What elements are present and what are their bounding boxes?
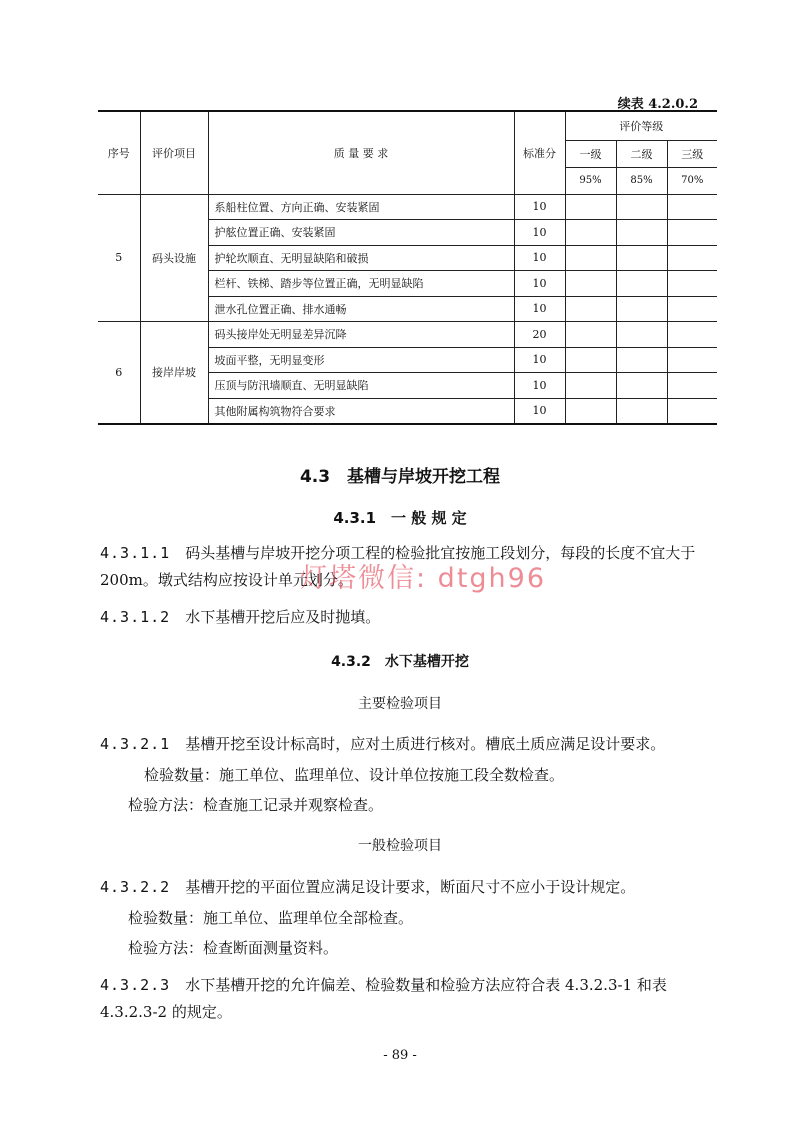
group-item: 接岸岸坡 bbox=[140, 322, 208, 424]
header-grade-1: 一级 bbox=[565, 140, 616, 167]
requirement-cell: 其他附属构筑物符合要求 bbox=[208, 398, 514, 424]
header-grade-3: 三级 bbox=[667, 140, 717, 167]
table-row bbox=[98, 194, 717, 220]
subsection-title-4-3-1: 4.3.1 一 般 规 定 bbox=[333, 509, 467, 527]
requirement-cell: 码头接岸处无明显差异沉降 bbox=[208, 322, 514, 348]
score-cell: 10 bbox=[514, 347, 565, 373]
header-no: 序号 bbox=[98, 111, 140, 194]
inspection-method: 检验方法：检查施工记录并观察检查。 bbox=[128, 796, 384, 814]
paragraph-4-3-2-2 bbox=[100, 874, 720, 962]
requirement-cell: 护轮坎顺直、无明显缺陷和破损 bbox=[208, 245, 514, 271]
header-grade-2: 二级 bbox=[616, 140, 667, 167]
requirement-cell: 泄水孔位置正确、排水通畅 bbox=[208, 296, 514, 322]
requirement-cell: 坡面平整，无明显变形 bbox=[208, 347, 514, 373]
section-title: 4.3 基槽与岸坡开挖工程 bbox=[299, 467, 501, 487]
paragraph-4-3-1-2 bbox=[100, 604, 720, 631]
score-cell: 10 bbox=[514, 271, 565, 297]
score-cell: 10 bbox=[514, 398, 565, 424]
score-cell: 10 bbox=[514, 194, 565, 220]
paragraph-4-3-2-3 bbox=[100, 972, 720, 1026]
table-row bbox=[98, 322, 717, 348]
clause-text: 水下基槽开挖后应及时抛填。 bbox=[185, 608, 381, 626]
clause-text: 水下基槽开挖的允许偏差、检验数量和检验方法应符合表 4.3.2.3-1 和表 bbox=[185, 976, 667, 994]
clause-text: 基槽开挖至设计标高时，应对土质进行核对。槽底土质应满足设计要求。 bbox=[185, 735, 666, 753]
score-cell: 20 bbox=[514, 322, 565, 348]
requirement-cell: 压顶与防汛墙顺直、无明显缺陷 bbox=[208, 373, 514, 399]
clause-number: 4.3.2.1 bbox=[100, 735, 171, 753]
general-items-heading: 一般检验项目 bbox=[358, 838, 442, 854]
group-item: 码头设施 bbox=[140, 194, 208, 322]
clause-text-cont: 200m。墩式结构应按设计单元划分。 bbox=[100, 571, 353, 589]
header-requirement: 质 量 要 求 bbox=[208, 111, 514, 194]
continued-table-label: 续表 4.2.0.2 bbox=[617, 97, 698, 112]
main-items-heading: 主要检验项目 bbox=[358, 696, 442, 712]
header-percent-2: 85% bbox=[616, 167, 667, 194]
evaluation-table bbox=[98, 110, 717, 425]
header-percent-1: 95% bbox=[565, 167, 616, 194]
clause-number: 4.3.2.3 bbox=[100, 976, 171, 994]
requirement-cell: 护舷位置正确、安装紧固 bbox=[208, 220, 514, 246]
score-cell: 10 bbox=[514, 220, 565, 246]
score-cell: 10 bbox=[514, 245, 565, 271]
inspection-quantity: 检验数量：施工单位、监理单位、设计单位按施工段全数检查。 bbox=[144, 766, 565, 784]
inspection-method: 检验方法：检查断面测量资料。 bbox=[128, 939, 339, 957]
subsection-title-4-3-2: 4.3.2 水下基槽开挖 bbox=[331, 654, 469, 670]
header-score: 标准分 bbox=[514, 111, 565, 194]
clause-text: 码头基槽与岸坡开挖分项工程的检验批宜按施工段划分，每段的长度不宜大于 bbox=[185, 544, 696, 562]
group-no: 5 bbox=[98, 194, 140, 322]
page-number: - 89 - bbox=[383, 1048, 417, 1063]
watermark-text: 灯塔微信: dtgh96 bbox=[300, 563, 547, 594]
clause-number: 4.3.2.2 bbox=[100, 878, 171, 896]
score-cell: 10 bbox=[514, 296, 565, 322]
clause-text: 基槽开挖的平面位置应满足设计要求，断面尺寸不应小于设计规定。 bbox=[185, 878, 636, 896]
clause-number: 4.3.1.2 bbox=[100, 608, 171, 626]
paragraph-4-3-2-1 bbox=[100, 731, 720, 819]
group-no: 6 bbox=[98, 322, 140, 424]
clause-number: 4.3.1.1 bbox=[100, 544, 171, 562]
score-cell: 10 bbox=[514, 373, 565, 399]
requirement-cell: 栏杆、铁梯、踏步等位置正确，无明显缺陷 bbox=[208, 271, 514, 297]
requirement-cell: 系船柱位置、方向正确、安装紧固 bbox=[208, 194, 514, 220]
header-grade: 评价等级 bbox=[565, 111, 717, 140]
header-item: 评价项目 bbox=[140, 111, 208, 194]
header-percent-3: 70% bbox=[667, 167, 717, 194]
clause-text-cont: 4.3.2.3-2 的规定。 bbox=[100, 1003, 232, 1021]
inspection-quantity: 检验数量：施工单位、监理单位全部检查。 bbox=[128, 909, 414, 927]
